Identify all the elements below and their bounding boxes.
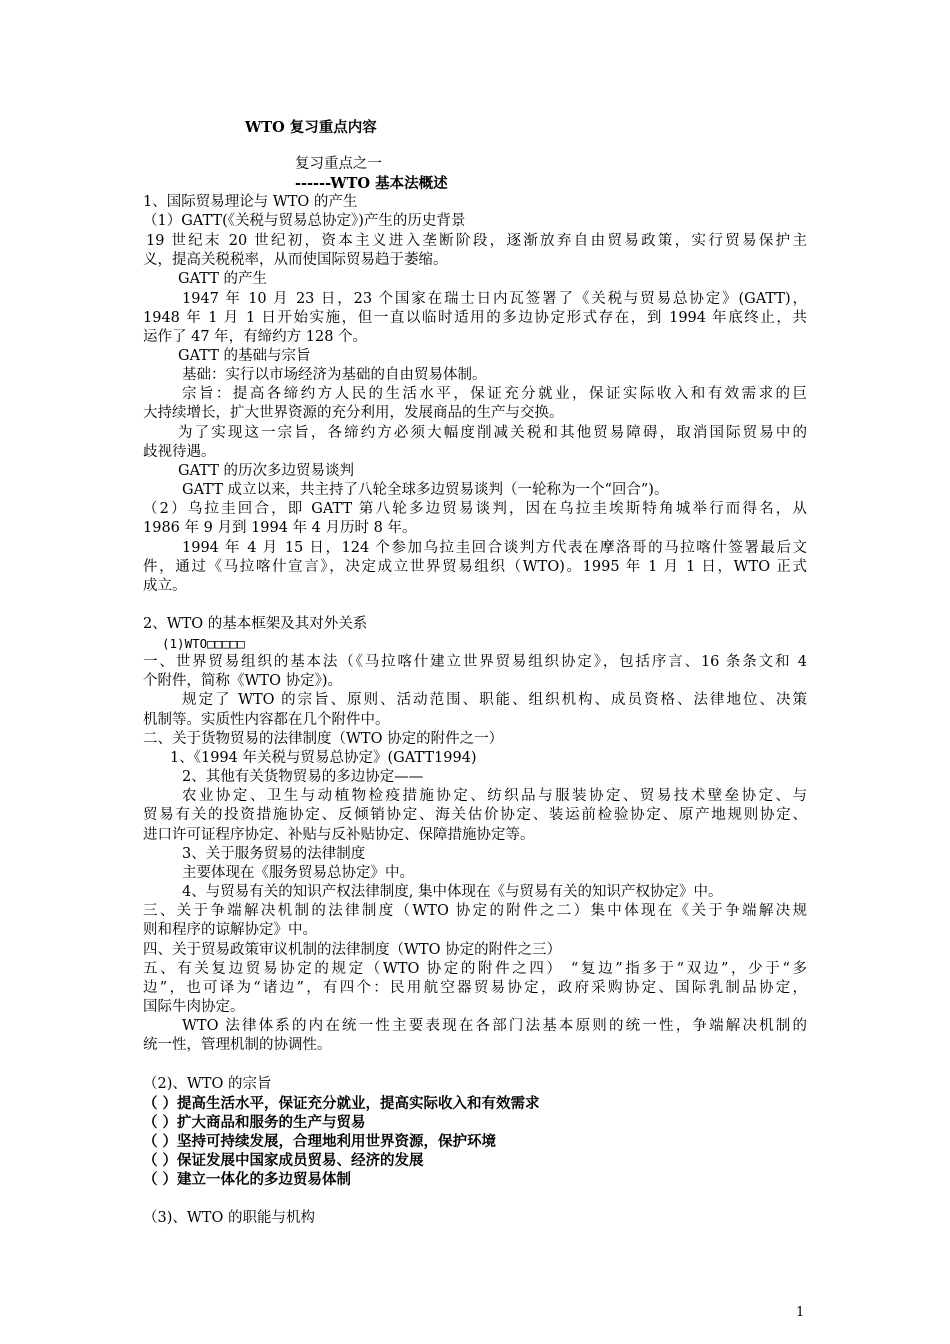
heading-1: 1、国际贸易理论与 WTO 的产生	[143, 194, 358, 210]
purpose-item: （ ）坚持可持续发展，合理地利用世界资源，保护环境	[143, 1133, 497, 1150]
purpose-item: （ ）扩大商品和服务的生产与贸易	[143, 1114, 366, 1131]
paragraph-line: 个附件，简称《WTO 协定》)。	[143, 673, 342, 689]
paragraph-line: 件，通过《马拉喀什宣言》，决定成立世界贸易组织（WTO)。1995 年 1 月 1 日，WTO 正式	[143, 559, 807, 575]
paragraph-line: 1947 年 10 月 23 日，23 个国家在瑞士日内瓦签署了《关税与贸易总协定》(GATT)，	[182, 291, 807, 307]
paragraph-line: 国际牛肉协定。	[143, 999, 245, 1015]
paragraph-line: 为了实现这一宗旨，各缔约方必须大幅度削减关税和其他贸易障碍，取消国际贸易中的	[178, 425, 807, 441]
paragraph-line: 机制等。实质性内容都在几个附件中。	[143, 712, 390, 728]
paragraph-line: 规定了 WTO 的宗旨、原则、活动范围、职能、组织机构、成员资格、法律地位、决策	[182, 692, 807, 708]
heading-2: 2、WTO 的基本框架及其对外关系	[143, 616, 368, 632]
paragraph-line: 歧视待遇。	[143, 444, 216, 460]
paragraph-line: 边”，也可译为“诸边”，有四个：民用航空器贸易协定，政府采购协定、国际乳制品协定，	[143, 980, 807, 996]
paragraph-line: 一、世界贸易组织的基本法（《马拉喀什建立世界贸易组织协定》，包括序言、16 条条文和 4	[143, 654, 807, 670]
paragraph-line: 大持续增长，扩大世界资源的充分利用，发展商品的生产与交换。	[143, 405, 564, 421]
paragraph-line: （2）乌拉圭回合，即 GATT 第八轮多边贸易谈判，因在乌拉圭埃斯特角城举行而得名，从	[143, 501, 807, 517]
paragraph-line: GATT 成立以来，共主持了八轮全球多边贸易谈判（一轮称为一个“回合”)。	[182, 482, 669, 498]
subheading-wto-purpose: （2)、WTO 的宗旨	[143, 1076, 272, 1092]
list-item: 2、其他有关货物贸易的多边协定——	[182, 769, 424, 785]
paragraph-line: 进口许可证程序协定、补贴与反补贴协定、保障措施协定等。	[143, 827, 535, 843]
paragraph-line: 运作了 47 年，有缔约方 128 个。	[143, 329, 368, 345]
paragraph-line: WTO 法律体系的内在统一性主要表现在各部门法基本原则的统一性，争端解决机制的	[182, 1018, 807, 1034]
purpose-item: （ ）提高生活水平，保证充分就业，提高实际收入和有效需求	[143, 1095, 540, 1112]
subheading-gatt-rounds: GATT 的历次多边贸易谈判	[178, 463, 354, 479]
paragraph-line: 1994 年 4 月 15 日，124 个参加乌拉圭回合谈判方代表在摩洛哥的马拉喀什签署最后文	[182, 540, 807, 556]
paragraph-line: 农业协定、卫生与动植物检疫措施协定、纺织品与服装协定、贸易技术壁垒协定、与	[182, 788, 807, 804]
list-item: 1、《1994 年关税与贸易总协定》(GATT1994)	[170, 750, 477, 766]
paragraph-line: 则和程序的谅解协定》中。	[143, 922, 317, 938]
paragraph-line: 五、有关复边贸易协定的规定（WTO 协定的附件之四） “复边”指多于“双边”，少于“多	[143, 961, 807, 977]
list-item: 4、与贸易有关的知识产权法律制度, 集中体现在《与贸易有关的知识产权协定》中。	[182, 884, 723, 900]
subheading-wto-framework: (1)WTO□□□□□	[162, 636, 245, 651]
paragraph-line: 贸易有关的投资措施协定、反倾销协定、海关估价协定、装运前检验协定、原产地规则协定、	[143, 807, 807, 823]
paragraph-line: 基础：实行以市场经济为基础的自由贸易体制。	[182, 367, 487, 383]
purpose-item: （ ）保证发展中国家成员贸易、经济的发展	[143, 1152, 424, 1169]
paragraph-line: 宗旨：提高各缔约方人民的生活水平，保证充分就业，保证实际收入和有效需求的巨	[182, 386, 807, 402]
paragraph-line: 1986 年 9 月到 1994 年 4 月历时 8 年。	[143, 520, 417, 536]
paragraph-line: 成立。	[143, 578, 187, 594]
subheading-gatt-background: （1）GATT(《关税与贸易总协定》)产生的历史背景	[143, 213, 466, 229]
page-number: 1	[796, 1305, 805, 1320]
paragraph-line: 三、关于争端解决机制的法律制度（WTO 协定的附件之二）集中体现在《关于争端解决规	[143, 903, 807, 919]
page-title: WTO 复习重点内容	[245, 119, 377, 136]
purpose-item: （ ）建立一体化的多边贸易体制	[143, 1171, 352, 1188]
paragraph-line: 义，提高关税税率，从而使国际贸易趋于萎缩。	[143, 252, 448, 268]
paragraph-line: 主要体现在《服务贸易总协定》中。	[182, 865, 414, 881]
paragraph-line: 二、关于货物贸易的法律制度（WTO 协定的附件之一）	[143, 731, 504, 747]
subheading-wto-functions: （3)、WTO 的职能与机构	[143, 1210, 315, 1226]
paragraph-line: 四、关于贸易政策审议机制的法律制度（WTO 协定的附件之三）	[143, 942, 562, 958]
paragraph-line: 统一性，管理机制的协调性。	[143, 1037, 332, 1053]
subheading-gatt-origin: GATT 的产生	[178, 271, 267, 287]
paragraph-line: 1948 年 1 月 1 日开始实施，但一直以临时适用的多边协定形式存在，到 1994 年底终止，共	[143, 310, 807, 326]
list-item: 3、关于服务贸易的法律制度	[182, 846, 366, 862]
section-heading: 复习重点之一	[295, 156, 382, 172]
paragraph-line: 19 世纪末 20 世纪初，资本主义进入垄断阶段，逐渐放弃自由贸易政策，实行贸易保护主	[146, 233, 807, 249]
section-subheading: ------WTO 基本法概述	[295, 175, 448, 192]
subheading-gatt-basis: GATT 的基础与宗旨	[178, 348, 311, 364]
